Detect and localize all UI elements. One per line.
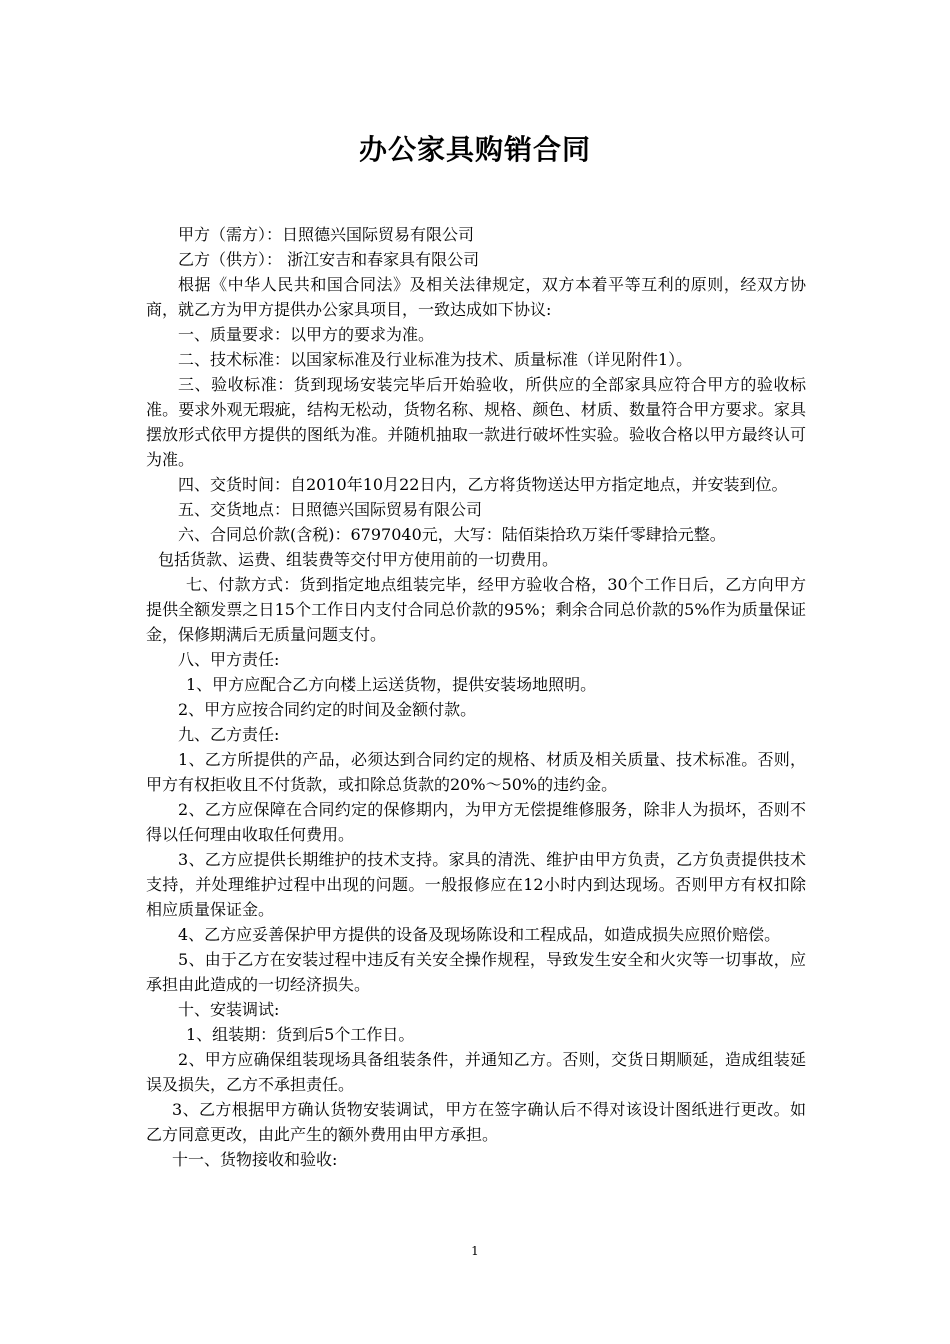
contract-body xyxy=(146,222,806,1172)
clause-9-item-5: 5、由于乙方在安装过程中违反有关安全操作规程，导致发生安全和火灾等一切事故，应承担由此造成的一切经济损失。 xyxy=(146,950,806,994)
clause-4: 四、交货时间：自2010年10月22日内，乙方将货物送达甲方指定地点，并安装到位。 xyxy=(178,475,788,494)
clause-9-heading: 九、乙方责任: xyxy=(178,725,280,744)
clause-10-item-1: 1、组装期：货到后5个工作日。 xyxy=(186,1025,415,1044)
contract-title: 办公家具购销合同 xyxy=(358,133,591,166)
clause-10-item-3: 3、乙方根据甲方确认货物安装调试，甲方在签字确认后不得对该设计图纸进行更改。如乙方同意更改，由此产生的额外费用由甲方承担。 xyxy=(146,1100,806,1144)
clause-10-item-2: 2、甲方应确保组装现场具备组装条件，并通知乙方。否则，交货日期顺延，造成组装延误及损失，乙方不承担责任。 xyxy=(146,1050,806,1094)
clause-9-item-3: 3、乙方应提供长期维护的技术支持。家具的清洗、维护由甲方负责，乙方负责提供技术支持，并处理维护过程中出现的问题。一般报修应在12小时内到达现场。否则甲方有权扣除相应质量保证金。 xyxy=(146,850,806,919)
clause-7: 七、付款方式：货到指定地点组装完毕，经甲方验收合格，30个工作日后，乙方向甲方提供全额发票之日15个工作日内支付合同总价款的95%；剩余合同总价款的5%作为质量保证金，保修期满后无质量问题支付。 xyxy=(146,575,806,644)
clause-2: 二、技术标准：以国家标准及行业标准为技术、质量标准（详见附件1）。 xyxy=(178,350,693,369)
party-b-line: 乙方（供方）： 浙江安吉和春家具有限公司 xyxy=(178,250,480,269)
clause-6: 六、合同总价款(含税)：6797040元，大写：陆佰柒拾玖万柒仟零肆拾元整。 xyxy=(178,525,726,544)
clause-8-heading: 八、甲方责任: xyxy=(178,650,280,669)
clause-9-item-4: 4、乙方应妥善保护甲方提供的设备及现场陈设和工程成品，如造成损失应照价赔偿。 xyxy=(178,925,781,944)
clause-11-heading: 十一、货物接收和验收: xyxy=(172,1150,338,1169)
clause-10-heading: 十、安装调试: xyxy=(178,1000,280,1019)
clause-3: 三、验收标准：货到现场安装完毕后开始验收，所供应的全部家具应符合甲方的验收标准。要求外观无瑕疵，结构无松动，货物名称、规格、颜色、材质、数量符合甲方要求。家具摆放形式依甲方提供的图纸为准。并随机抽取一款进行破坏性实验。验收合格以甲方最终认可为准。 xyxy=(146,375,806,469)
preamble-paragraph: 根据《中华人民共和国合同法》及相关法律规定，双方本着平等互利的原则，经双方协商，就乙方为甲方提供办公家具项目，一致达成如下协议: xyxy=(146,275,806,319)
clause-9-item-2: 2、乙方应保障在合同约定的保修期内，为甲方无偿提维修服务，除非人为损坏，否则不得以任何理由收取任何费用。 xyxy=(146,800,806,844)
party-a-line: 甲方（需方）：日照德兴国际贸易有限公司 xyxy=(178,225,475,244)
page-number: 1 xyxy=(471,1244,479,1258)
clause-1: 一、质量要求：以甲方的要求为准。 xyxy=(178,325,435,344)
clause-5: 五、交货地点：日照德兴国际贸易有限公司 xyxy=(178,500,483,519)
clause-8-item-2: 2、甲方应按合同约定的时间及金额付款。 xyxy=(178,700,477,719)
clause-9-item-1: 1、乙方所提供的产品，必须达到合同约定的规格、材质及相关质量、技术标准。否则，甲方有权拒收且不付货款，或扣除总货款的20%～50%的违约金。 xyxy=(146,750,806,794)
clause-6-note: 包括货款、运费、组装费等交付甲方使用前的一切费用。 xyxy=(158,550,559,569)
clause-8-item-1: 1、甲方应配合乙方向楼上运送货物，提供安装场地照明。 xyxy=(186,675,597,694)
